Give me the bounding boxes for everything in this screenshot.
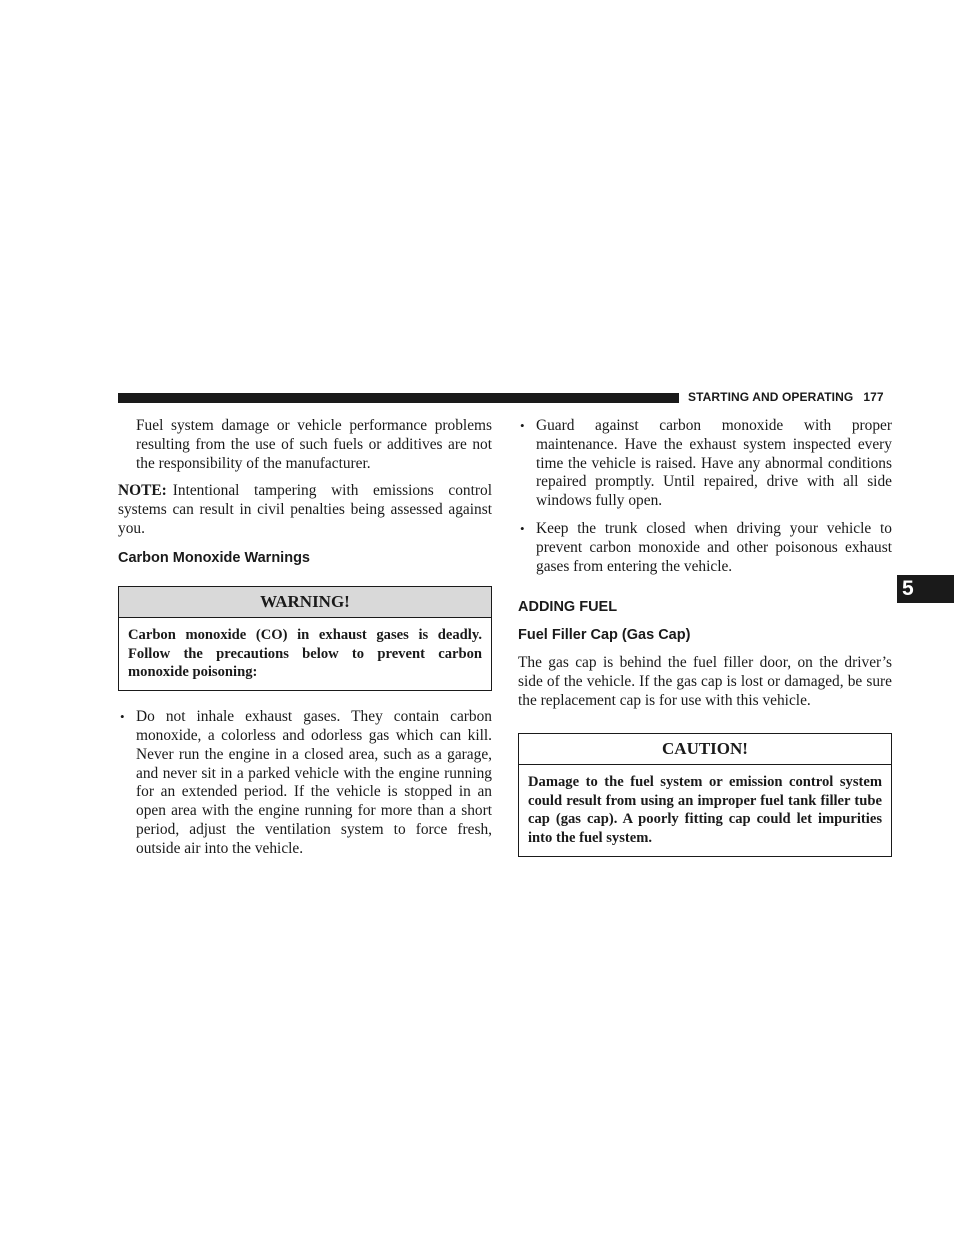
chapter-tab: 5 [897, 575, 954, 603]
list-item-text: Guard against carbon monoxide with proper maintenance. Have the exhaust system inspected every time the vehicle is raised. Have any abnormal conditions repaired promptly. Until repaired, drive with all side windows fully open. [536, 417, 892, 510]
right-bullet-list [518, 417, 892, 576]
note-text: Intentional tampering with emissions control systems can result in civil penalties being assessed against you. [118, 482, 492, 537]
list-item [518, 417, 892, 511]
note-paragraph [118, 482, 492, 538]
warning-box [118, 586, 492, 691]
warning-title: WARNING! [119, 587, 491, 618]
page-number: 177 [863, 390, 884, 404]
list-item [518, 520, 892, 576]
bullet-icon: • [520, 520, 525, 536]
list-item [118, 708, 492, 858]
note-label: NOTE: [118, 482, 167, 500]
running-header [688, 390, 884, 404]
caution-box [518, 733, 892, 857]
header-rule [118, 393, 679, 403]
left-bullet-list [118, 708, 492, 858]
carbon-monoxide-heading: Carbon Monoxide Warnings [118, 549, 310, 566]
adding-fuel-heading: ADDING FUEL [518, 599, 618, 616]
bullet-icon: • [520, 418, 525, 433]
list-item-text: Do not inhale exhaust gases. They contain carbon monoxide, a colorless and odorless gas which can kill. Never run the engine in a closed area, such as a garage, and never sit in a parked vehicle with the engine running for an extended period. If the vehicle is stopped in an open area with the engine running for more than a short period, adjust the ventilation system to force fresh, outside air into the vehicle. [136, 708, 492, 857]
right-column [518, 417, 892, 857]
caution-text: Damage to the fuel system or emission control system could result from using an improper fuel tank filler tube cap (gas cap). A poorly fitting cap could let impurities into the fuel system. [528, 773, 882, 847]
section-title: STARTING AND OPERATING [688, 390, 854, 404]
warning-text: Carbon monoxide (CO) in exhaust gases is deadly. Follow the precautions below to prevent carbon monoxide poisoning: [128, 626, 482, 681]
gas-cap-paragraph: The gas cap is behind the fuel filler door, on the driver’s side of the vehicle. If the gas cap is lost or damaged, be sure the replacement cap is for use with this vehicle. [518, 654, 892, 709]
left-column [118, 417, 492, 859]
intro-paragraph: Fuel system damage or vehicle performance problems resulting from the use of such fuels or additives are not the responsibility of the manufacturer. [136, 417, 492, 472]
caution-title: CAUTION! [519, 734, 891, 765]
fuel-filler-cap-heading: Fuel Filler Cap (Gas Cap) [518, 627, 691, 644]
list-item-text: Keep the trunk closed when driving your vehicle to prevent carbon monoxide and other poisonous exhaust gases from entering the vehicle. [536, 519, 892, 575]
bullet-icon: • [120, 709, 125, 725]
